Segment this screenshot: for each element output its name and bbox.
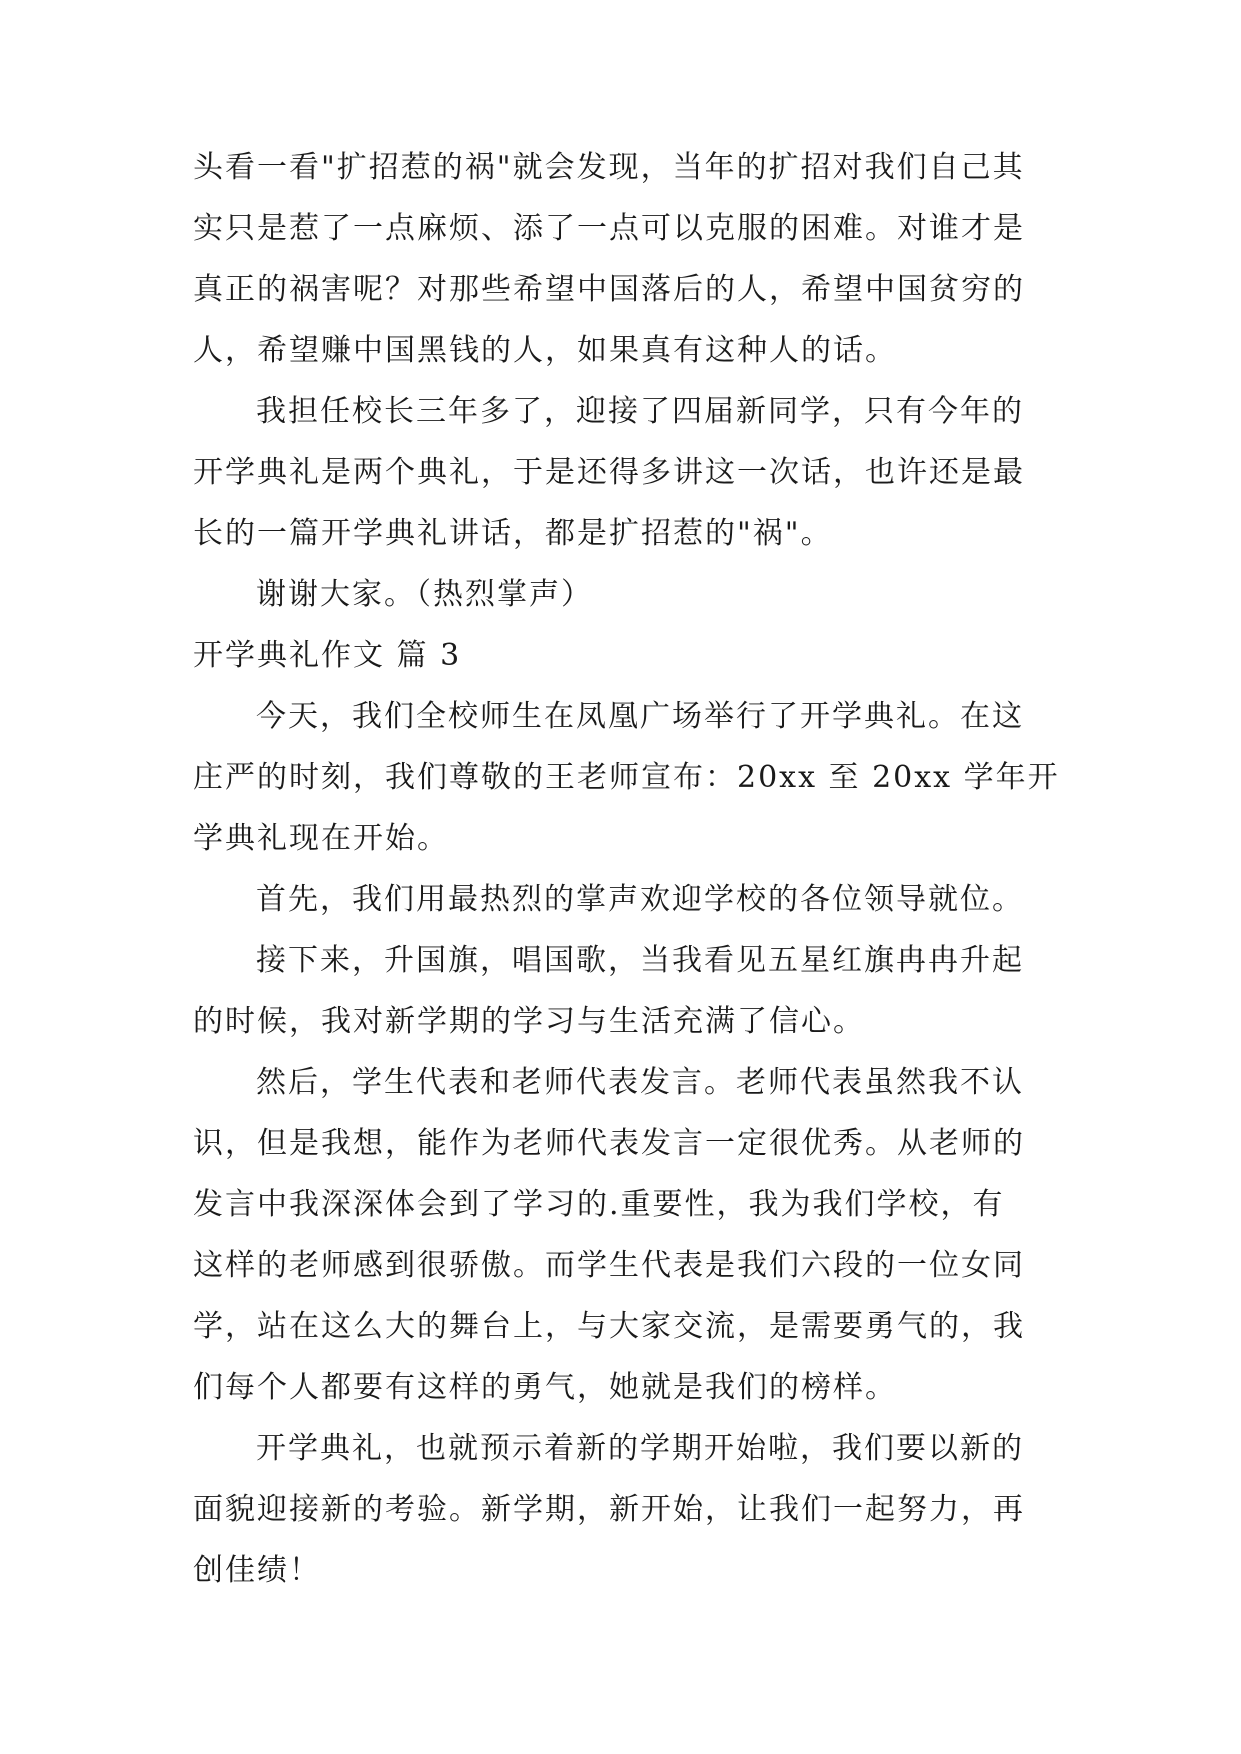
paragraph-first-line: 接下来，升国旗，唱国歌，当我看见五星红旗冉冉升起 xyxy=(256,943,1024,978)
body-line: 庄严的时刻，我们尊敬的王老师宣布：20xx 至 20xx 学年开 xyxy=(193,760,1060,795)
body-line: 们每个人都要有这样的勇气，她就是我们的榜样。 xyxy=(193,1370,897,1405)
body-line: 发言中我深深体会到了学习的.重要性，我为我们学校，有 xyxy=(193,1187,1005,1222)
body-line: 头看一看"扩招惹的祸"就会发现，当年的扩招对我们自己其 xyxy=(193,150,1025,185)
body-line: 面貌迎接新的考验。新学期，新开始，让我们一起努力，再 xyxy=(193,1492,1025,1527)
body-line: 真正的祸害呢？对那些希望中国落后的人，希望中国贫穷的 xyxy=(193,272,1025,307)
body-line: 识，但是我想，能作为老师代表发言一定很优秀。从老师的 xyxy=(193,1126,1025,1161)
body-line: 人，希望赚中国黑钱的人，如果真有这种人的话。 xyxy=(193,333,897,368)
body-line: 开学典礼是两个典礼，于是还得多讲这一次话，也许还是最 xyxy=(193,455,1025,490)
body-line: 这样的老师感到很骄傲。而学生代表是我们六段的一位女同 xyxy=(193,1248,1025,1283)
body-line: 实只是惹了一点麻烦、添了一点可以克服的困难。对谁才是 xyxy=(193,211,1025,246)
body-line: 创佳绩！ xyxy=(193,1553,321,1588)
body-line: 长的一篇开学典礼讲话，都是扩招惹的"祸"。 xyxy=(193,516,833,551)
paragraph-first-line: 今天，我们全校师生在凤凰广场举行了开学典礼。在这 xyxy=(256,699,1024,734)
paragraph-first-line: 我担任校长三年多了，迎接了四届新同学，只有今年的 xyxy=(256,394,1024,429)
paragraph-first-line: 开学典礼，也就预示着新的学期开始啦，我们要以新的 xyxy=(256,1431,1024,1466)
paragraph-first-line: 谢谢大家。（热烈掌声） xyxy=(256,577,593,612)
paragraph-first-line: 然后，学生代表和老师代表发言。老师代表虽然我不认 xyxy=(256,1065,1024,1100)
body-line: 学典礼现在开始。 xyxy=(193,821,449,856)
paragraph-first-line: 首先，我们用最热烈的掌声欢迎学校的各位领导就位。 xyxy=(256,882,1024,917)
body-line: 的时候，我对新学期的学习与生活充满了信心。 xyxy=(193,1004,865,1039)
section-heading: 开学典礼作文 篇 3 xyxy=(193,638,462,673)
body-line: 学，站在这么大的舞台上，与大家交流，是需要勇气的，我 xyxy=(193,1309,1025,1344)
